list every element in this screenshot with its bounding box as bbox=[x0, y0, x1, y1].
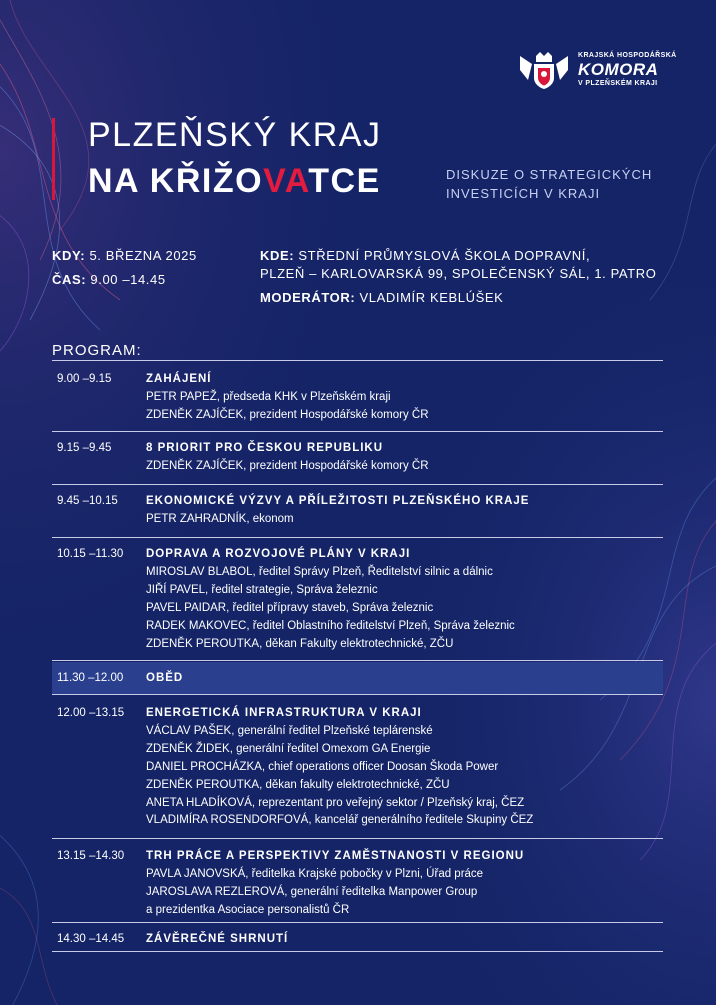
info-where-2: PLZEŇ – KARLOVARSKÁ 99, SPOLEČENSKÝ SÁL, 1. PATRO bbox=[260, 266, 657, 281]
session-speaker bbox=[146, 620, 515, 632]
chamber-logo bbox=[516, 48, 676, 94]
session-speaker bbox=[146, 584, 378, 596]
speaker-name: VLADIMÍRA ROSENDORFOVÁ bbox=[146, 814, 309, 827]
title-line-1: PLZEŇSKÝ KRAJ bbox=[88, 116, 382, 154]
title-line-2 bbox=[88, 162, 381, 201]
speaker-role: a prezidentka Asociace personalistů ČR bbox=[146, 903, 350, 916]
session-time: 9.15 –9.45 bbox=[57, 442, 112, 454]
speaker-name: ZDENĚK PEROUTKA bbox=[146, 778, 260, 791]
logo-line-1: KRAJSKÁ HOSPODÁŘSKÁ bbox=[578, 52, 677, 59]
moderator-value: VLADIMÍR KEBLÚŠEK bbox=[359, 290, 504, 305]
info-moderator bbox=[260, 290, 503, 305]
speaker-name: PAVEL PAIDAR bbox=[146, 601, 227, 614]
session-divider bbox=[52, 922, 663, 923]
session-divider bbox=[52, 694, 663, 695]
info-when bbox=[52, 248, 197, 263]
session-speaker bbox=[146, 566, 493, 578]
session-time: 12.00 –13.15 bbox=[57, 707, 125, 719]
session-speaker bbox=[146, 743, 430, 755]
session-speaker bbox=[146, 761, 498, 773]
program-heading: PROGRAM: bbox=[52, 342, 142, 359]
speaker-role: , reprezentant pro veřejný sektor / Plzeňský kraj, ČEZ bbox=[251, 796, 525, 809]
session-speaker bbox=[146, 460, 429, 472]
session-time: 10.15 –11.30 bbox=[57, 548, 124, 560]
speaker-name: ZDENĚK ZAJÍČEK bbox=[146, 459, 244, 472]
speaker-role: , ředitel Oblastního ředitelství Plzeň, Správa železnic bbox=[246, 619, 515, 632]
where-value-1: STŘEDNÍ PRŮMYSLOVÁ ŠKOLA DOPRAVNÍ, bbox=[298, 248, 591, 263]
speaker-name: ANETA HLADÍKOVÁ bbox=[146, 796, 252, 809]
session-speaker bbox=[146, 779, 450, 791]
info-where bbox=[260, 248, 590, 263]
speaker-role: , děkan Fakulty elektrotechnické, ZČU bbox=[259, 637, 454, 650]
subtitle bbox=[446, 165, 686, 203]
session-title: TRH PRÁCE A PERSPEKTIVY ZAMĚSTNANOSTI V REGIONU bbox=[146, 850, 525, 862]
session-speaker bbox=[146, 904, 349, 916]
session-time: 9.45 –10.15 bbox=[57, 495, 118, 507]
session-time: 14.30 –14.45 bbox=[57, 933, 125, 945]
program-divider bbox=[52, 360, 663, 361]
session-speaker bbox=[146, 868, 483, 880]
session-speaker bbox=[146, 725, 433, 737]
session-title: 8 PRIORIT PRO ČESKOU REPUBLIKU bbox=[146, 442, 384, 454]
session-speaker bbox=[146, 814, 533, 826]
speaker-role: , generální ředitel Omexom GA Energie bbox=[229, 742, 431, 755]
speaker-role: , generální ředitelka Manpower Group bbox=[284, 885, 478, 898]
session-title: OBĚD bbox=[146, 672, 184, 684]
session-time: 11.30 –12.00 bbox=[57, 672, 124, 684]
speaker-name: DANIEL PROCHÁZKA bbox=[146, 760, 262, 773]
logo-line-3: V PLZEŇSKÉM KRAJI bbox=[578, 80, 658, 87]
speaker-role: , prezident Hospodářské komory ČR bbox=[243, 408, 429, 421]
session-divider bbox=[52, 537, 663, 538]
lunch-highlight bbox=[52, 662, 663, 694]
session-speaker bbox=[146, 886, 477, 898]
when-label: KDY: bbox=[52, 248, 86, 263]
moderator-label: MODERÁTOR: bbox=[260, 290, 356, 305]
session-speaker bbox=[146, 409, 429, 421]
session-divider bbox=[52, 484, 663, 485]
speaker-name: PETR ZAHRADNÍK bbox=[146, 512, 247, 525]
session-time: 9.00 –9.15 bbox=[57, 373, 112, 385]
speaker-name: PAVLA JANOVSKÁ bbox=[146, 867, 246, 880]
crest-icon bbox=[516, 50, 572, 90]
subtitle-line-2: INVESTICÍCH V KRAJI bbox=[446, 186, 601, 201]
session-title: ZÁVĚREČNÉ SHRNUTÍ bbox=[146, 933, 289, 945]
speaker-role: , ekonom bbox=[246, 512, 294, 525]
where-label: KDE: bbox=[260, 248, 295, 263]
time-label: ČAS: bbox=[52, 272, 87, 287]
speaker-role: , předseda KHK v Plzeňském kraji bbox=[216, 390, 391, 403]
session-speaker bbox=[146, 391, 391, 403]
speaker-role: , prezident Hospodářské komory ČR bbox=[243, 459, 429, 472]
session-time: 13.15 –14.30 bbox=[57, 850, 125, 862]
title-part-red: VA bbox=[263, 162, 309, 200]
session-divider bbox=[52, 838, 663, 839]
speaker-role: , ředitel strategie, Správa železnic bbox=[205, 583, 378, 596]
session-speaker bbox=[146, 513, 294, 525]
speaker-name: ZDENĚK ZAJÍČEK bbox=[146, 408, 244, 421]
speaker-role: , ředitelka Krajské pobočky v Plzni, Úřad práce bbox=[245, 867, 484, 880]
speaker-role: , kancelář generálního ředitele Skupiny ČEZ bbox=[308, 814, 534, 827]
session-divider bbox=[52, 951, 663, 952]
session-title: ENERGETICKÁ INFRASTRUKTURA V KRAJI bbox=[146, 707, 422, 719]
speaker-role: , generální ředitel Plzeňské teplárenské bbox=[231, 724, 433, 737]
title-accent-bar bbox=[52, 118, 55, 200]
session-title: EKONOMICKÉ VÝZVY A PŘÍLEŽITOSTI PLZEŇSKÉHO KRAJE bbox=[146, 495, 530, 507]
session-speaker bbox=[146, 602, 433, 614]
time-value: 9.00 –14.45 bbox=[90, 272, 166, 287]
info-time bbox=[52, 272, 166, 287]
speaker-role: , děkan fakulty elektrotechnické, ZČU bbox=[259, 778, 450, 791]
when-value: 5. BŘEZNA 2025 bbox=[89, 248, 197, 263]
speaker-role: , chief operations officer Doosan Škoda Power bbox=[261, 760, 499, 773]
speaker-name: ZDENĚK ŽIDEK bbox=[146, 742, 230, 755]
session-title: DOPRAVA A ROZVOJOVÉ PLÁNY V KRAJI bbox=[146, 548, 411, 560]
session-divider bbox=[52, 660, 663, 661]
speaker-name: MIROSLAV BLABOL bbox=[146, 565, 253, 578]
subtitle-line-1: DISKUZE O STRATEGICKÝCH bbox=[446, 167, 653, 182]
session-title: ZAHÁJENÍ bbox=[146, 373, 212, 385]
speaker-name: RADEK MAKOVEC bbox=[146, 619, 247, 632]
speaker-role: , ředitel přípravy staveb, Správa železnic bbox=[226, 601, 434, 614]
speaker-role: , ředitel Správy Plzeň, Ředitelství silnic a dálnic bbox=[252, 565, 493, 578]
logo-line-2: KOMORA bbox=[578, 60, 659, 79]
title-part-a: NA KŘIŽO bbox=[88, 162, 264, 200]
session-divider bbox=[52, 431, 663, 432]
speaker-name: JIŘÍ PAVEL bbox=[146, 583, 206, 596]
title-part-c: TCE bbox=[308, 162, 381, 200]
speaker-name: JAROSLAVA REZLEROVÁ bbox=[146, 885, 285, 898]
session-speaker bbox=[146, 638, 453, 650]
speaker-name: PETR PAPEŽ bbox=[146, 390, 217, 403]
speaker-name: ZDENĚK PEROUTKA bbox=[146, 637, 260, 650]
speaker-name: VÁCLAV PAŠEK bbox=[146, 724, 232, 737]
session-speaker bbox=[146, 797, 524, 809]
